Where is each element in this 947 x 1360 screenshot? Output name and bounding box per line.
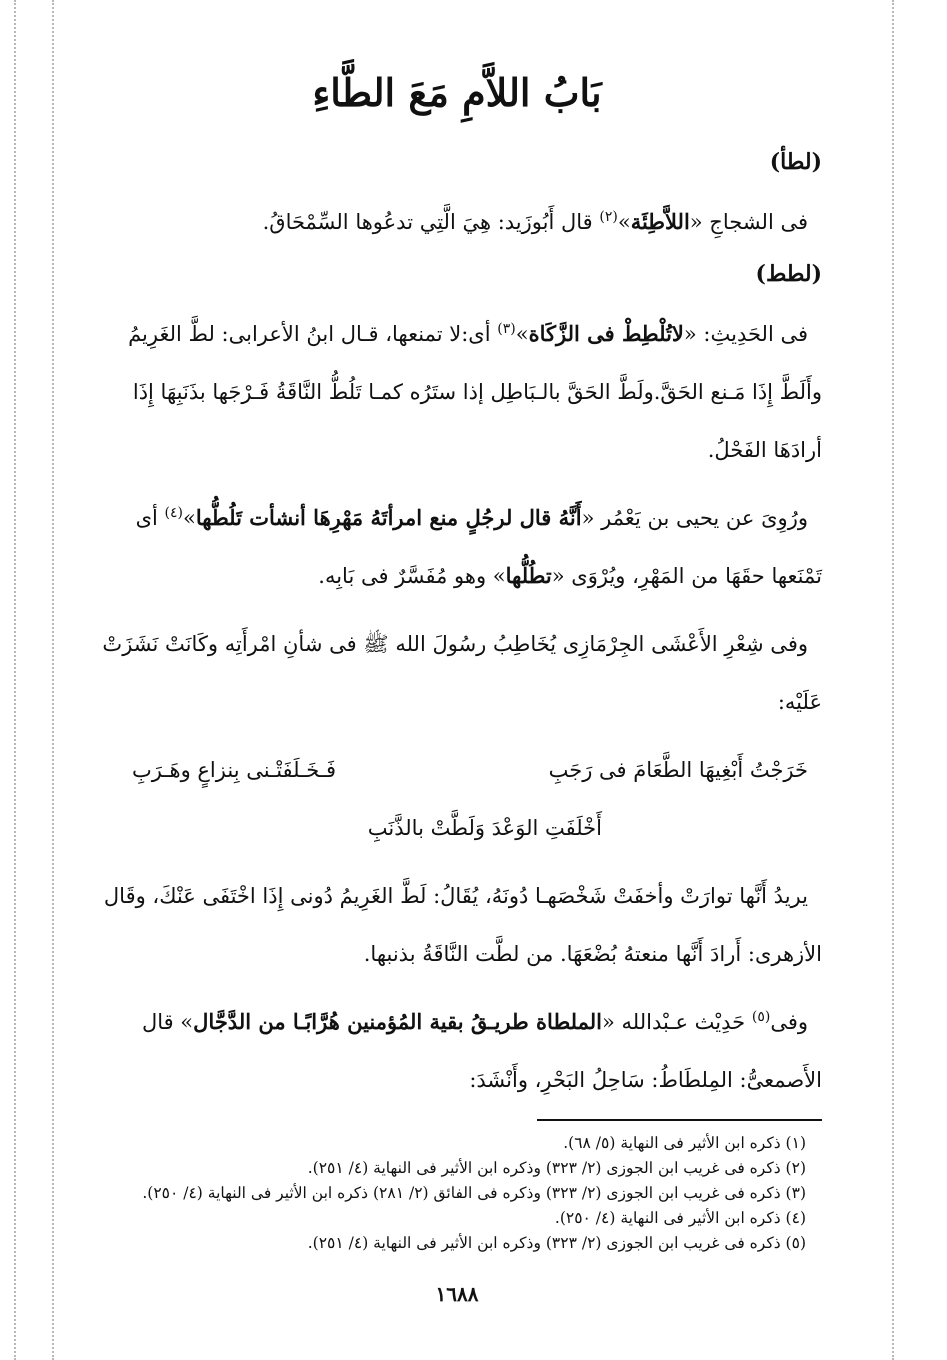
scan-artifact-right [892,0,894,1360]
footnote-1: (١) ذكره ابن الأثير فى النهاية (٥/ ٦٨). [563,1134,806,1152]
footnote-2: (٢) ذكره فى غريب ابن الجوزى (٢/ ٣٢٣) وذكره ابن الأثير فى النهاية (٤/ ٢٥١). [307,1159,806,1177]
footnote-ref: (٥) [751,1009,771,1025]
footnote-divider [537,1119,822,1121]
paragraph-poetry-intro: وفى شِعْرِ الأَعْشَى الجِرْمَازِى يُخَاطِبُ رسُولَ الله ﷺ فى شأنِ امْرأَتِه وكَانَتْ نَشَزَتْ عَلَيْه: [102,632,822,714]
paragraph-lataah: فى الشجاجِ «اللاَّطِئَة»$^{(٢)}$ قال أَبُوزَيد: هِيَ الَّتِي تدعُوها السِّمْحَاقُ. [262,209,808,234]
footnote-ref: (٢) [599,209,618,225]
verse-hemistich-left: فَـخَـلَفَتْـنى بِنزاعٍ وهَـرَبِ [132,758,337,782]
paragraph-abdullah-hadith: وفى$^{(٥)}$ حَدِيْث عـبْدالله «الملطاة طريـقُ بقية المُؤمنين هُرَّابًـا من الدَّجَّال» قال الأَصمعىُّ: المِلطَاطُ: سَاحِلُ البَحْرِ، وأَنْشَدَ: [141,1009,822,1092]
verse-line-2: أَخْلَفَتِ الوَعْدَ وَلَطَّتْ بالذَّنَبِ [367,816,602,840]
page-number: ١٦٨٨ [435,1282,479,1306]
footnotes [92,1131,822,1256]
footnote-3: (٣) ذكره فى غريب ابن الجوزى (٢/ ٣٢٣) وذكره فى الفائق (٢/ ٢٨١) ذكره ابن الأثير فى النهاية (٤/ ٢٥٠). [142,1184,806,1202]
paragraph-explanation: يريدُ أَنَّها توارَتْ وأخفَتْ شَخْصَهـا دُونَهُ، يُقَالُ: لَطَّ الغَرِيمُ دُونى إِذَا اخْتَفَى عَنْكَ، وقَال الأزهرى: أَرادَ أَنَّها منعتهُ بُضْعَهَا. من لطَّت النَّاقَةُ بذنبها. [103,884,822,966]
scan-artifact-left [14,0,16,1360]
entry-heading-lta: (لطأ) [769,149,822,175]
footnote-4: (٤) ذكره ابن الأثير فى النهاية (٤/ ٢٥٠). [554,1209,806,1227]
verse-line-1 [92,741,822,799]
footnote-ref: (٣) [497,321,516,337]
verse-hemistich-right: خَرَجْتُ أَبْغِيهَا الطَّعَامَ فى رَجَبِ [548,758,808,782]
footnote-ref: (٤) [164,505,184,521]
scan-artifact-left-inner [52,0,54,1360]
footnote-5: (٥) ذكره فى غريب ابن الجوزى (٢/ ٣٢٣) وذكره ابن الأثير فى النهاية (٤/ ٢٥١). [307,1234,806,1252]
paragraph-hadith-zakat: فى الحَدِيثِ: «لاتُلْطِطْ فى الزَّكَاة»$^{(٣)}$ أى:لا تمنعها، قـال ابنُ الأعرابى: لطَّ الغَرِيمُ وأَلَطَّ إِذَا مَـنع الحَقَّ.ولَطَّ الحَقَّ بالـبَاطِل إذا ستَرُه كمـا تَلُطُّ النَّاقَةُ فَـرْجَها بذَنَبِهَا إِذَا أرادَهَا الفَحْلُ. [128,321,822,462]
paragraph-yahya-ibn-yamur: ورُوِىَ عن يحيى بن يَعْمُر «أَنَّهُ قال لرجُلٍ منع امرأتَهُ مَهْرِهَا أنشأت تَلُطُّها»$^{(٤)}$ أى تَمْنَعها حقَهَا من المَهْرِ، ويُرْوَى «تطُلُّها» وهو مُفَسَّرٌ فى بَابِه. [135,505,822,588]
page-title: بَابُ اللاَّمِ مَعَ الطَّاءِ [312,70,602,115]
entry-heading-ltt: (لطط) [755,261,822,287]
document-page [92,60,822,1306]
